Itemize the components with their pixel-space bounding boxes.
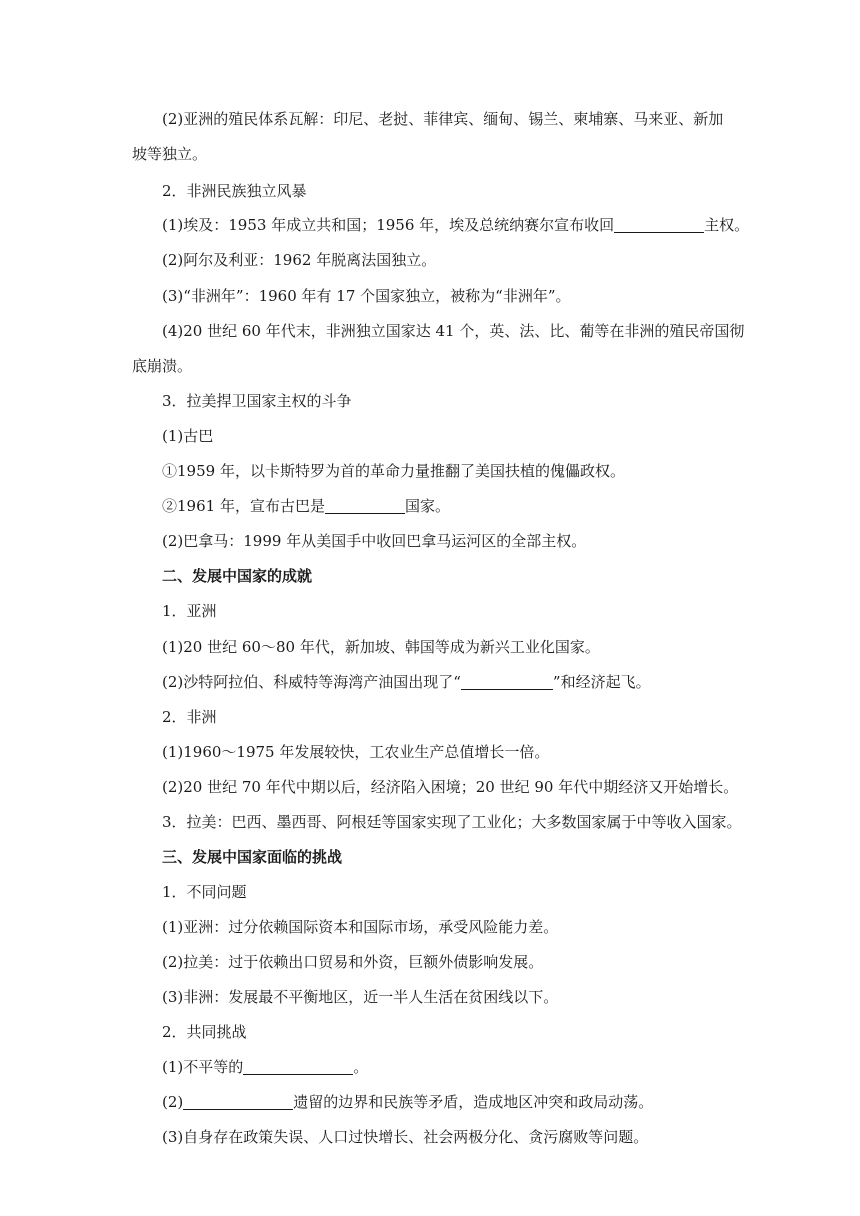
quote-close: ” xyxy=(552,673,561,691)
common-challenge-2-text-end: 遗留的边界和民族等矛盾，造成地区冲突和政局动荡。 xyxy=(293,1093,654,1111)
section-heading-achievements: 二、发展中国家的成就 xyxy=(162,567,313,585)
common-challenge-2 xyxy=(162,1092,860,1112)
common-challenge-3: (3)自身存在政策失误、人口过快增长、社会两极分化、贪污腐败等问题。 xyxy=(162,1128,649,1146)
egypt-item xyxy=(162,215,860,235)
common-challenge-2-text: (2) xyxy=(162,1093,184,1111)
africa-sixties-line2: 底崩溃。 xyxy=(132,357,193,375)
asia-item-1: (1)20 世纪 60～80 年代，新加坡、韩国等成为新兴工业化国家。 xyxy=(162,638,600,656)
latam-heading: 3．拉美捍卫国家主权的斗争 xyxy=(162,392,352,410)
africa-year-item: (3)“非洲年”：1960 年有 17 个国家独立，被称为“非洲年”。 xyxy=(162,287,571,305)
fill-blank[interactable] xyxy=(183,1093,293,1110)
panama-item: (2)巴拿马：1999 年从美国手中收回巴拿马运河区的全部主权。 xyxy=(162,532,587,550)
quote-open: “ xyxy=(453,673,461,691)
cuba-item-2 xyxy=(162,496,860,516)
fill-blank[interactable] xyxy=(461,673,553,690)
fill-blank[interactable] xyxy=(614,216,704,233)
different-problems-3: (3)非洲：发展最不平衡地区，近一半人生活在贫困线以下。 xyxy=(162,988,559,1006)
asia-item-2 xyxy=(162,672,860,692)
africa-item-2: (2)20 世纪 70 年代中期以后，经济陷入困境；20 世纪 90 年代中期经济又开始增长。 xyxy=(162,778,739,796)
africa-heading: 2．非洲民族独立风暴 xyxy=(162,182,307,200)
egypt-text-end: 主权。 xyxy=(704,216,750,234)
africa-heading-2: 2．非洲 xyxy=(162,708,217,726)
algeria-item: (2)阿尔及利亚：1962 年脱离法国独立。 xyxy=(162,251,437,269)
different-problems-1: (1)亚洲：过分依赖国际资本和国际市场，承受风险能力差。 xyxy=(162,918,559,936)
latam-item: 3．拉美：巴西、墨西哥、阿根廷等国家实现了工业化；大多数国家属于中等收入国家。 xyxy=(162,813,742,831)
common-challenge-1-text-end: 。 xyxy=(353,1058,369,1076)
asia-decolonization-line2: 坡等独立。 xyxy=(132,145,208,163)
cuba-item-1: ①1959 年，以卡斯特罗为首的革命力量推翻了美国扶植的傀儡政权。 xyxy=(162,462,625,480)
common-challenge-1-text: (1)不平等的 xyxy=(162,1058,244,1076)
asia-item-2-text: (2)沙特阿拉伯、科威特等海湾产油国出现了 xyxy=(162,673,454,691)
fill-blank[interactable] xyxy=(243,1058,353,1075)
common-challenge-1 xyxy=(162,1057,860,1077)
cuba-item-2-text-end: 国家。 xyxy=(404,497,450,515)
africa-item-1: (1)1960～1975 年发展较快，工农业生产总值增长一倍。 xyxy=(162,743,550,761)
cuba-heading: (1)古巴 xyxy=(162,427,214,445)
asia-heading: 1．亚洲 xyxy=(162,602,217,620)
fill-blank[interactable] xyxy=(325,497,405,514)
africa-sixties-line1: (4)20 世纪 60 年代末，非洲独立国家达 41 个，英、法、比、葡等在非洲的殖民帝国彻 xyxy=(162,322,745,340)
different-problems-2: (2)拉美：过于依赖出口贸易和外资，巨额外债影响发展。 xyxy=(162,953,544,971)
different-problems-heading: 1．不同问题 xyxy=(162,883,247,901)
cuba-item-2-text: ②1961 年，宣布古巴是 xyxy=(162,497,325,515)
common-challenges-heading: 2．共同挑战 xyxy=(162,1023,247,1041)
section-heading-challenges: 三、发展中国家面临的挑战 xyxy=(162,848,343,866)
egypt-text: (1)埃及：1953 年成立共和国；1956 年，埃及总统纳赛尔宣布收回 xyxy=(162,216,615,234)
asia-decolonization-line1: (2)亚洲的殖民体系瓦解：印尼、老挝、菲律宾、缅甸、锡兰、柬埔寨、马来亚、新加 xyxy=(162,110,724,128)
asia-item-2-text-end: 和经济起飞。 xyxy=(560,673,651,691)
